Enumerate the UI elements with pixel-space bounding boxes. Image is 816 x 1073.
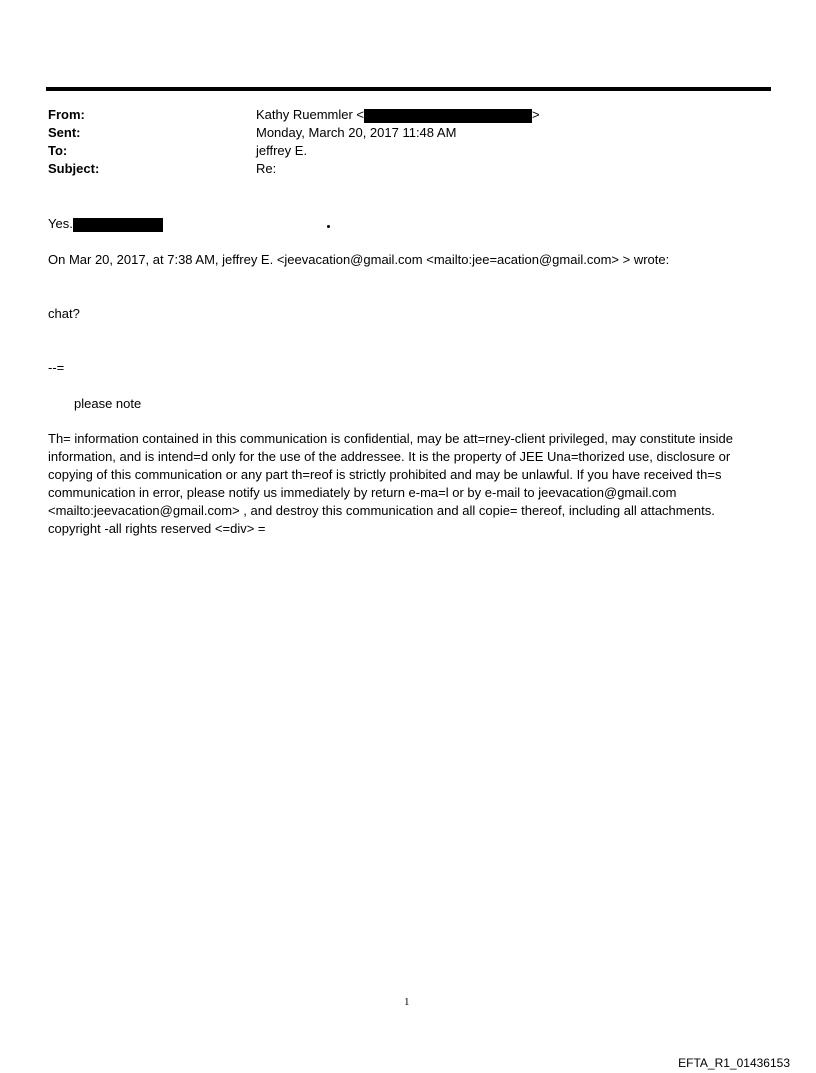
from-label: From: xyxy=(48,107,85,122)
from-tail: > xyxy=(532,107,540,122)
signature-separator: --= xyxy=(48,360,65,375)
to-label: To: xyxy=(48,143,68,158)
redaction-box xyxy=(364,109,532,123)
reply-text: Yes. xyxy=(48,216,73,231)
document-id: EFTA_R1_01436153 xyxy=(678,1056,790,1070)
to-value: jeffrey E. xyxy=(256,143,308,158)
redaction-box xyxy=(73,218,163,232)
page-number: 1 xyxy=(404,996,410,1008)
sent-value: Monday, March 20, 2017 11:48 AM xyxy=(256,125,457,140)
from-value xyxy=(256,106,540,124)
disclaimer-paragraph: Th= information contained in this communication is confidential, may be att=rney-client privileged, may constitute inside information, and is intend=d only for the use of the addressee. It is the property of JEE Una=thorized use, disclosure or copying of this communication or any part th=reof is strictly prohibited and may be unlawful. If you have received th=s communication in error, please notify us immediately by return e-ma=l or by e-mail to jeevacation@gmail.com <mailto:jeevacation@gmail.com> , and destroy this communication and all copie= thereof, including all attachments. copyright -all rights reserved <=div> = xyxy=(48,431,734,536)
stray-dot xyxy=(327,225,330,228)
reply-line xyxy=(48,215,163,233)
subject-value: Re: xyxy=(256,161,277,176)
subject-label: Subject: xyxy=(48,161,100,176)
header-rule xyxy=(46,87,771,91)
please-note: please note xyxy=(74,396,142,411)
sent-label: Sent: xyxy=(48,125,81,140)
quoted-chat: chat? xyxy=(48,306,80,321)
quote-intro: On Mar 20, 2017, at 7:38 AM, jeffrey E. <jeevacation@gmail.com <mailto:jee=acation@gmail.com> > wrote: xyxy=(48,252,670,267)
from-name: Kathy Ruemmler < xyxy=(256,107,365,122)
